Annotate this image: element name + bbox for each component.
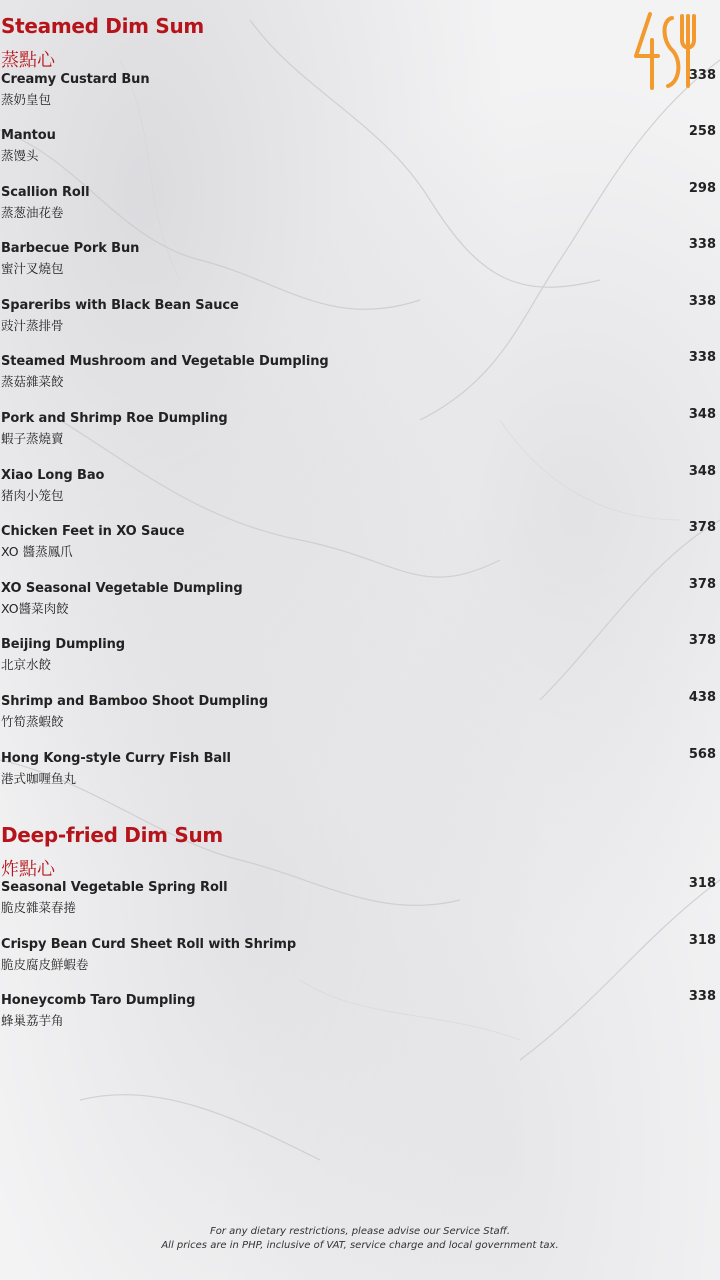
menu-item (0, 989, 720, 1033)
menu-item (0, 464, 720, 508)
item-price: 438 (688, 690, 716, 705)
menu-item (0, 577, 720, 621)
item-price: 338 (688, 350, 716, 365)
item-name: Steamed Mushroom and Vegetable Dumpling (1, 354, 329, 369)
item-name: Xiao Long Bao (1, 468, 105, 483)
item-name: Scallion Roll (1, 185, 90, 200)
item-price: 348 (688, 407, 716, 422)
item-price: 338 (688, 989, 716, 1004)
item-price: 338 (688, 294, 716, 309)
menu-item (0, 520, 720, 564)
section-subtitle-chinese: 炸點心 (1, 859, 55, 880)
item-chinese-name: 港式咖喱鱼丸 (1, 771, 77, 786)
menu-item (0, 933, 720, 977)
section-subtitle-chinese: 蒸點心 (1, 50, 55, 71)
item-price: 568 (688, 747, 716, 762)
item-chinese-name: XO 醬蒸鳳爪 (1, 544, 73, 559)
menu-item (0, 68, 720, 112)
item-chinese-name: 蒸奶皇包 (1, 92, 52, 107)
item-name: Mantou (1, 128, 56, 143)
item-name: Seasonal Vegetable Spring Roll (1, 880, 228, 895)
item-price: 258 (688, 124, 716, 139)
item-name: XO Seasonal Vegetable Dumpling (1, 581, 243, 596)
menu-item (0, 633, 720, 677)
menu-item (0, 407, 720, 451)
section-title: Deep-fried Dim Sum (1, 823, 223, 847)
item-chinese-name: 北京水餃 (1, 657, 52, 672)
footer-dietary-note: For any dietary restrictions, please advise our Service Staff. (209, 1226, 511, 1237)
item-price: 348 (688, 464, 716, 479)
menu-item (0, 237, 720, 281)
item-chinese-name: 蜂巢荔芋角 (1, 1013, 64, 1028)
item-name: Beijing Dumpling (1, 637, 125, 652)
item-chinese-name: 蜜汁叉燒包 (1, 261, 64, 276)
item-name: Hong Kong-style Curry Fish Ball (1, 751, 231, 766)
section-title: Steamed Dim Sum (1, 14, 204, 38)
item-chinese-name: 豉汁蒸排骨 (1, 318, 64, 333)
item-name: Barbecue Pork Bun (1, 241, 140, 256)
menu-item (0, 876, 720, 920)
item-name: Shrimp and Bamboo Shoot Dumpling (1, 694, 269, 709)
item-name: Spareribs with Black Bean Sauce (1, 298, 239, 313)
item-name: Chicken Feet in XO Sauce (1, 524, 185, 539)
item-chinese-name: 猪肉小笼包 (1, 488, 64, 503)
item-name: Creamy Custard Bun (1, 72, 150, 87)
menu-item (0, 690, 720, 734)
menu-item (0, 124, 720, 168)
item-chinese-name: 蒸菇雜菜餃 (1, 374, 64, 389)
item-chinese-name: XO醬菜肉餃 (1, 601, 69, 616)
item-chinese-name: 蝦子蒸燒賣 (1, 431, 64, 446)
item-chinese-name: 脆皮雜菜春捲 (1, 900, 77, 915)
item-price: 378 (688, 633, 716, 648)
item-price: 318 (688, 876, 716, 891)
item-name: Pork and Shrimp Roe Dumpling (1, 411, 228, 426)
item-chinese-name: 脆皮腐皮鮮蝦卷 (1, 957, 89, 972)
item-price: 338 (688, 237, 716, 252)
item-chinese-name: 竹筍蒸蝦餃 (1, 714, 64, 729)
menu-item (0, 350, 720, 394)
footer-price-note: All prices are in PHP, inclusive of VAT, service charge and local government tax. (161, 1240, 559, 1251)
item-price: 378 (688, 577, 716, 592)
menu-item (0, 181, 720, 225)
item-price: 298 (688, 181, 716, 196)
item-price: 378 (688, 520, 716, 535)
item-chinese-name: 蒸葱油花卷 (1, 205, 64, 220)
menu-item (0, 294, 720, 338)
item-price: 338 (688, 68, 716, 83)
item-name: Crispy Bean Curd Sheet Roll with Shrimp (1, 937, 297, 952)
item-name: Honeycomb Taro Dumpling (1, 993, 196, 1008)
item-chinese-name: 蒸馒头 (1, 148, 39, 163)
menu-item (0, 747, 720, 791)
item-price: 318 (688, 933, 716, 948)
